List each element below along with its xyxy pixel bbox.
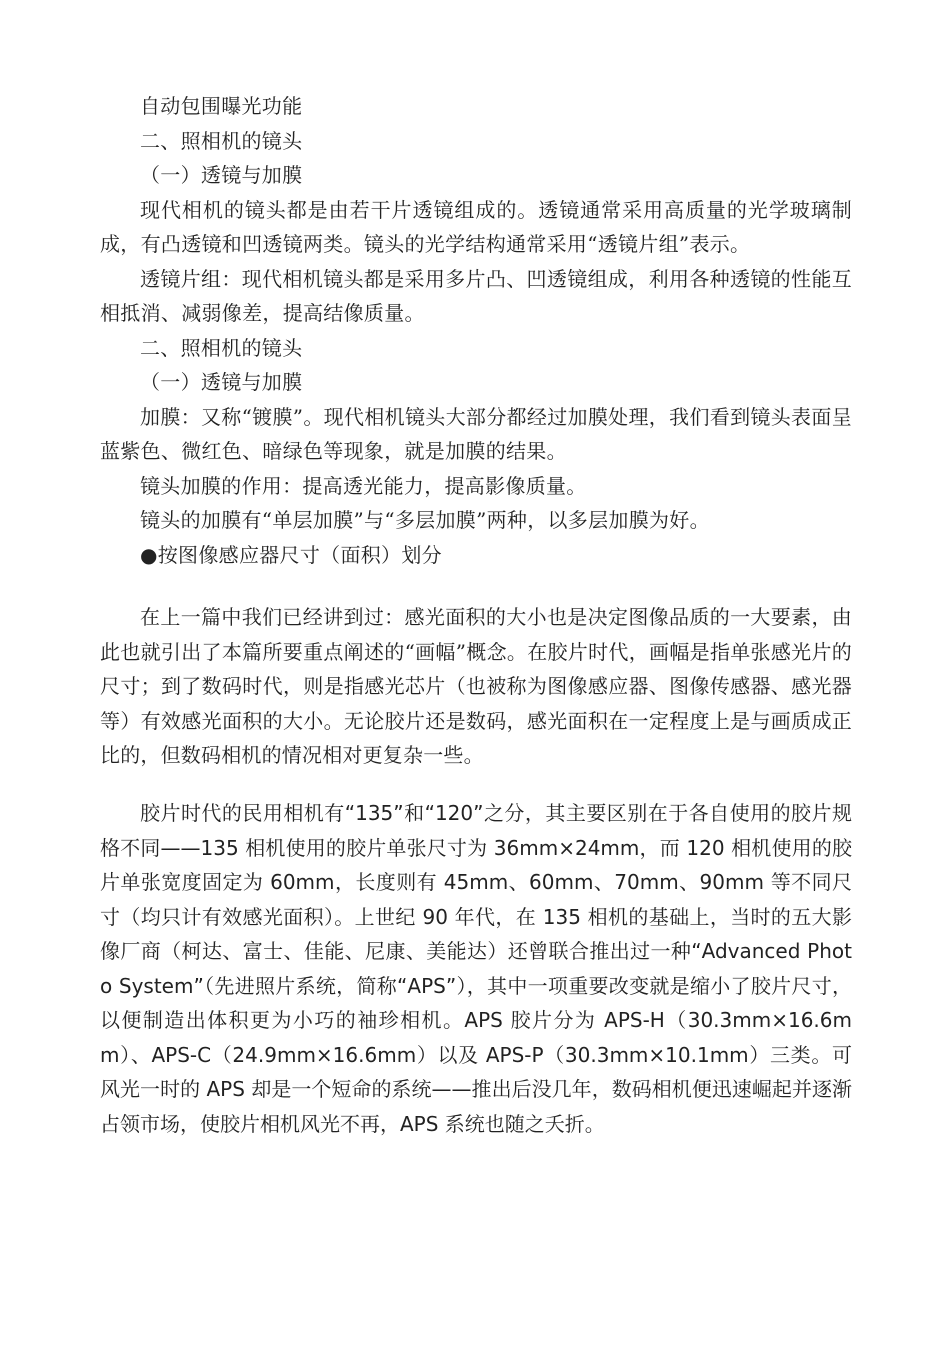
heading-auto-bracketing: 自动包围曝光功能 bbox=[140, 94, 303, 118]
subheading-lens-and-coating: （一）透镜与加膜 bbox=[140, 163, 303, 187]
heading-camera-lens: 二、照相机的镜头 bbox=[140, 128, 303, 153]
paragraph-coating: 加膜：又称“镀膜”。现代相机镜头大部分都经过加膜处理，我们看到镜头表面呈蓝紫色、微红色、暗绿色等现象，就是加膜的结果。 bbox=[100, 404, 852, 463]
heading-camera-lens-repeat: 二、照相机的镜头 bbox=[140, 335, 303, 360]
paragraph-film-formats: 胶片时代的民用相机有“135”和“120”之分，其主要区别在于各自使用的胶片规格不同——135 相机使用的胶片单张尺寸为 36mm×24mm，而 120 相机使用的胶片单张宽度固定为 60mm，长度则有 45mm、60mm、70mm、90mm 等不同尺寸（均只计有效感光面积）。上世纪 90 年代，在 135 相机的基础上，当时的五大影像厂商（柯达、富士、佳能、尼康、美能达）还曾联合推出过一种“Advanced Photo System”（先进照片系统，简称“APS”），其中一项重要改变就是缩小了胶片尺寸，以便制造出体积更为小巧的袖珍相机。APS 胶片分为 APS-H（30.3mm×16.6mm）、APS-C（24.9mm×16.6mm）以及 APS-P（30.3mm×10.1mm）三类。可风光一时的 APS 却是一个短命的系统——推出后没几年，数码相机便迅速崛起并逐渐占领市场，使胶片相机风光不再，APS 系统也随之夭折。 bbox=[100, 801, 852, 1136]
format-intro-section bbox=[100, 600, 852, 773]
film-era-section bbox=[100, 796, 852, 1141]
paragraph-format-concept: 在上一篇中我们已经讲到过：感光面积的大小也是决定图像品质的一大要素，由此也就引出了本篇所要重点阐述的“画幅”概念。在胶片时代，画幅是指单张感光片的尺寸；到了数码时代，则是指感光芯片（也被称为图像感应器、图像传感器、感光器等）有效感光面积的大小。无论胶片还是数码，感光面积在一定程度上是与画质成正比的，但数码相机的情况相对更复杂一些。 bbox=[100, 605, 852, 767]
bullet-sensor-size: ●按图像感应器尺寸（面积）划分 bbox=[140, 542, 442, 567]
paragraph-lens-group: 透镜片组：现代相机镜头都是采用多片凸、凹透镜组成，利用各种透镜的性能互相抵消、减弱像差，提高结像质量。 bbox=[100, 266, 852, 325]
paragraph-coating-types: 镜头的加膜有“单层加膜”与“多层加膜”两种，以多层加膜为好。 bbox=[140, 508, 710, 532]
lens-notes-section bbox=[100, 89, 852, 572]
paragraph-lens-composition: 现代相机的镜头都是由若干片透镜组成的。透镜通常采用高质量的光学玻璃制成，有凸透镜和凹透镜两类。镜头的光学结构通常采用“透镜片组”表示。 bbox=[100, 197, 852, 256]
paragraph-coating-purpose: 镜头加膜的作用：提高透光能力，提高影像质量。 bbox=[140, 473, 587, 498]
subheading-lens-and-coating-repeat: （一）透镜与加膜 bbox=[140, 370, 303, 394]
